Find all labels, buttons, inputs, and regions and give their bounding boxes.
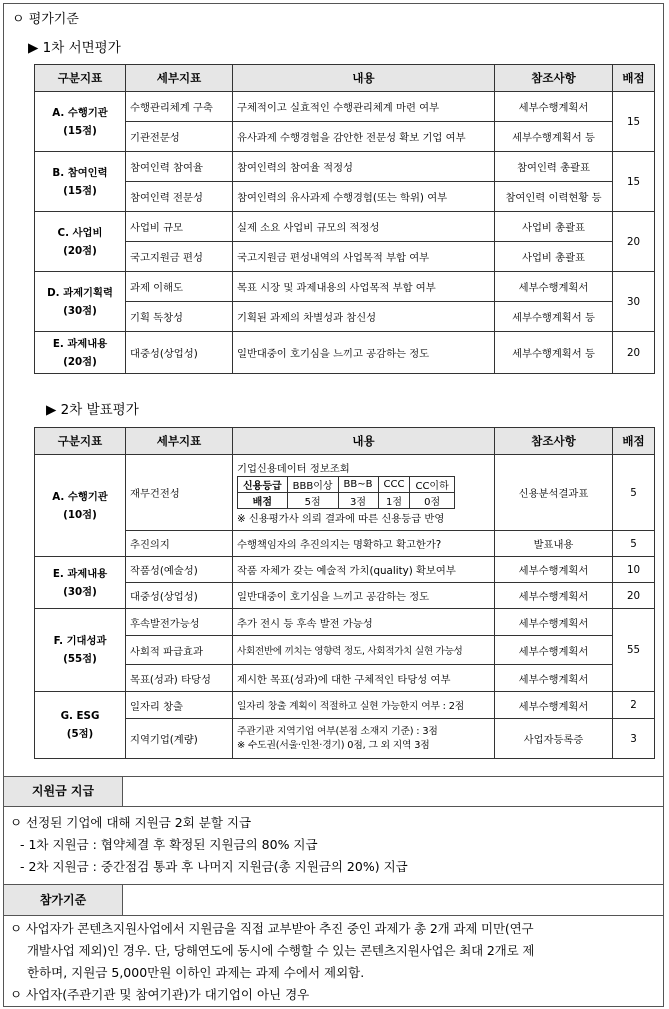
grade-value: BBB이상 [287, 477, 338, 493]
content-cell: 실제 소요 사업비 규모의 적정성 [233, 212, 495, 242]
participation-line-2: 개발사업 제외)인 경우. 단, 당해연도에 동시에 수행할 수 있는 콘텐츠지원사업은 최대 2개로 제 [27, 943, 535, 958]
score-cell: 10 [613, 557, 655, 583]
category-cell: D. 과제기획력 (30점) [35, 272, 126, 332]
category-cell: E. 과제내용 (20점) [35, 332, 126, 374]
sub-cell: 작품성(예술성) [126, 557, 233, 583]
content-cell [233, 719, 495, 759]
ref-cell: 사업비 총괄표 [495, 242, 613, 272]
ref-cell: 세부수행계획서 등 [495, 302, 613, 332]
header-category: 구분지표 [35, 428, 126, 455]
ref-cell: 세부수행계획서 [495, 583, 613, 609]
ref-cell: 세부수행계획서 등 [495, 122, 613, 152]
grade-score: 0점 [410, 493, 454, 509]
criteria-title: ㅇ 평가기준 [12, 12, 79, 27]
participation-line-4: ㅇ 사업자(주관기관 및 참여기관)가 대기업이 아닌 경우 [10, 987, 310, 1002]
content-cell: 사회전반에 끼치는 영향력 정도, 사회적가치 실현 가능성 [233, 636, 495, 665]
header-content: 내용 [233, 65, 495, 92]
support-line-3: - 2차 지원금 : 중간점검 통과 후 나머지 지원금(총 지원금의 20%) 지급 [20, 859, 408, 874]
grade-score: 1점 [378, 493, 410, 509]
region-content-line: 주관기관 지역기업 여부(본점 소재지 기준) : 3점 [237, 725, 438, 737]
sub-cell: 수행관리체계 구축 [126, 92, 233, 122]
divider [4, 915, 663, 916]
ref-cell: 세부수행계획서 [495, 272, 613, 302]
credit-note: ※ 신용평가사 의뢰 결과에 따른 신용등급 반영 [237, 513, 445, 525]
sub-cell: 사회적 파급효과 [126, 636, 233, 665]
content-cell: 일자리 창출 계획이 적절하고 실현 가능한지 여부 : 2점 [233, 692, 495, 719]
score-cell: 20 [613, 212, 655, 272]
region-content-note: ※ 수도권(서울·인천·경기) 0점, 그 외 지역 3점 [237, 739, 430, 751]
sub-cell: 기관전문성 [126, 122, 233, 152]
category-cell: C. 사업비 (20점) [35, 212, 126, 272]
table-row [35, 692, 655, 719]
content-cell: 참여인력의 참여율 적정성 [233, 152, 495, 182]
table-row [35, 212, 655, 242]
score-cell: 3 [613, 719, 655, 759]
sub-cell: 목표(성과) 타당성 [126, 665, 233, 692]
content-cell: 일반대중이 호기심을 느끼고 공감하는 정도 [233, 583, 495, 609]
content-cell: 작품 자체가 갖는 예술적 가치(quality) 확보여부 [233, 557, 495, 583]
second-eval-table [34, 427, 655, 759]
ref-cell: 발표내용 [495, 531, 613, 557]
score-cell: 15 [613, 92, 655, 152]
table-row [35, 152, 655, 182]
credit-title: 기업신용데이터 정보조회 [237, 463, 350, 475]
grade-value: BB~B [338, 477, 378, 493]
content-cell: 추가 전시 등 후속 발전 가능성 [233, 609, 495, 636]
table-row [35, 636, 655, 665]
grade-label: 신용등급 [238, 477, 288, 493]
header-category: 구분지표 [35, 65, 126, 92]
ref-cell: 사업비 총괄표 [495, 212, 613, 242]
table-row [35, 665, 655, 692]
category-cell: F. 기대성과 (55점) [35, 609, 126, 692]
second-eval-heading: ▶ 2차 발표평가 [46, 402, 139, 418]
table-row [35, 332, 655, 374]
table-row [35, 531, 655, 557]
table-row [35, 455, 655, 531]
header-score: 배점 [613, 65, 655, 92]
category-cell: E. 과제내용 (30점) [35, 557, 126, 609]
table-row [35, 122, 655, 152]
content-cell: 구체적이고 실효적인 수행관리체계 마련 여부 [233, 92, 495, 122]
score-cell: 55 [613, 609, 655, 692]
sub-cell: 대중성(상업성) [126, 583, 233, 609]
table-row [35, 583, 655, 609]
sub-cell: 기획 독창성 [126, 302, 233, 332]
ref-cell: 세부수행계획서 등 [495, 332, 613, 374]
table-row [35, 182, 655, 212]
score-cell: 20 [613, 583, 655, 609]
sub-cell: 국고지원금 편성 [126, 242, 233, 272]
content-cell: 목표 시장 및 과제내용의 사업목적 부합 여부 [233, 272, 495, 302]
first-eval-table [34, 64, 655, 374]
grade-score: 3점 [338, 493, 378, 509]
grade-score-label: 배점 [238, 493, 288, 509]
header-content: 내용 [233, 428, 495, 455]
content-cell: 참여인력의 유사과제 수행경험(또는 학위) 여부 [233, 182, 495, 212]
table-row [35, 609, 655, 636]
ref-cell: 세부수행계획서 [495, 609, 613, 636]
content-cell: 국고지원금 편성내역의 사업목적 부합 여부 [233, 242, 495, 272]
content-cell: 유사과제 수행경험을 감안한 전문성 확보 기업 여부 [233, 122, 495, 152]
content-cell: 기획된 과제의 차별성과 참신성 [233, 302, 495, 332]
category-cell: G. ESG (5점) [35, 692, 126, 759]
participation-label: 참가기준 [4, 885, 123, 915]
category-cell: A. 수행기관 (15점) [35, 92, 126, 152]
table-row [35, 719, 655, 759]
divider [4, 806, 663, 807]
score-cell: 2 [613, 692, 655, 719]
sub-cell: 일자리 창출 [126, 692, 233, 719]
content-cell: 수행책임자의 추진의지는 명확하고 확고한가? [233, 531, 495, 557]
sub-cell: 재무건전성 [126, 455, 233, 531]
table-row [35, 272, 655, 302]
ref-cell: 사업자등록증 [495, 719, 613, 759]
ref-cell: 세부수행계획서 [495, 665, 613, 692]
first-eval-heading: ▶ 1차 서면평가 [28, 40, 121, 56]
table-row [35, 302, 655, 332]
grade-score: 5점 [287, 493, 338, 509]
credit-content-cell [233, 455, 495, 531]
score-cell: 5 [613, 455, 655, 531]
sub-cell: 추진의지 [126, 531, 233, 557]
category-cell: B. 참여인력 (15점) [35, 152, 126, 212]
table-row [35, 557, 655, 583]
table-row [35, 92, 655, 122]
score-cell: 30 [613, 272, 655, 332]
sub-cell: 참여인력 전문성 [126, 182, 233, 212]
sub-cell: 사업비 규모 [126, 212, 233, 242]
ref-cell: 신용분석결과표 [495, 455, 613, 531]
ref-cell: 세부수행계획서 [495, 692, 613, 719]
sub-cell: 대중성(상업성) [126, 332, 233, 374]
sub-cell: 후속발전가능성 [126, 609, 233, 636]
sub-cell: 지역기업(계량) [126, 719, 233, 759]
header-ref: 참조사항 [495, 428, 613, 455]
header-sub: 세부지표 [126, 428, 233, 455]
header-score: 배점 [613, 428, 655, 455]
ref-cell: 세부수행계획서 [495, 92, 613, 122]
participation-line-3: 한하며, 지원금 5,000만원 이하인 과제는 과제 수에서 제외함. [27, 965, 365, 980]
credit-grade-table [237, 476, 455, 509]
grade-value: CCC [378, 477, 410, 493]
table-row [35, 242, 655, 272]
content-cell: 일반대중이 호기심을 느끼고 공감하는 정도 [233, 332, 495, 374]
content-cell: 제시한 목표(성과)에 대한 구체적인 타당성 여부 [233, 665, 495, 692]
participation-line-1: ㅇ 사업자가 콘텐츠지원사업에서 지원금을 직접 교부받아 추진 중인 과제가 총 2개 과제 미만(연구 [10, 921, 534, 936]
header-sub: 세부지표 [126, 65, 233, 92]
score-cell: 20 [613, 332, 655, 374]
grade-value: CC이하 [410, 477, 454, 493]
sub-cell: 참여인력 참여율 [126, 152, 233, 182]
score-cell: 5 [613, 531, 655, 557]
header-ref: 참조사항 [495, 65, 613, 92]
score-cell: 15 [613, 152, 655, 212]
category-cell: A. 수행기관 (10점) [35, 455, 126, 557]
ref-cell: 세부수행계획서 [495, 636, 613, 665]
ref-cell: 참여인력 이력현황 등 [495, 182, 613, 212]
ref-cell: 세부수행계획서 [495, 557, 613, 583]
support-label: 지원금 지급 [4, 777, 123, 806]
sub-cell: 과제 이해도 [126, 272, 233, 302]
support-line-1: ㅇ 선정된 기업에 대해 지원금 2회 분할 지급 [10, 815, 252, 830]
support-line-2: - 1차 지원금 : 협약체결 후 확정된 지원금의 80% 지급 [20, 837, 318, 852]
ref-cell: 참여인력 총괄표 [495, 152, 613, 182]
